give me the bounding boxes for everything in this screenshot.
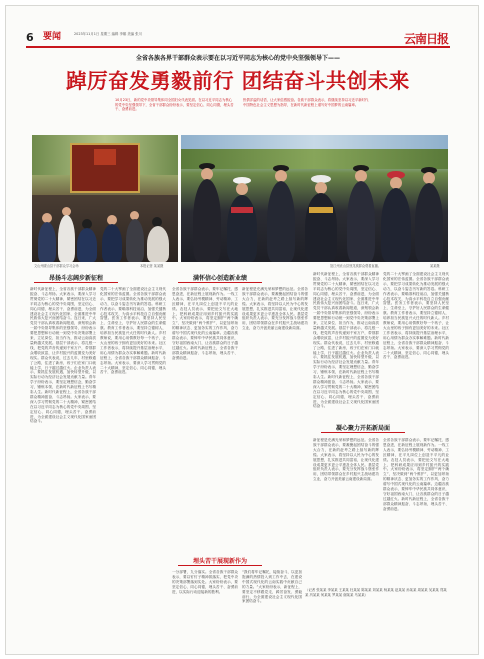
section-rule-3 bbox=[321, 432, 405, 433]
photo1-credit: 本报记者 某某摄 bbox=[140, 264, 164, 268]
body-column-6: 党的二十大擘画了全面建设社会主义现代化国家的宏伟蓝图。全省各族干部群众表示，要把学习成果转化为推动发展的强大动力，以奋斗姿态书写新的答卷。科研工作者表示，要瞄准科技前沿，加强关键核心技术攻关，为高水平科技自立自强贡献智慧。医务工作者表示，要坚持人民至上、生命至上，守护好人民群众的生命健康。教育工作者表示，要坚持立德树人，培养担当民族复兴大任的时代新人。乡村教师说，要用心用情教好每一个孩子，让大山里的孩子拥有更加美好的未来。社区工作者表示，将持续提升基层治理水平，用心用情为群众办实事解难题。新时代新征程上，全省各族干部群众精神振奋、斗志昂扬。大家表示，要深入学习贯彻党的二十大精神，坚定信心、同心同德，埋头苦干、奋勇前进。 bbox=[383, 272, 449, 360]
body-column-8: 全省各族干部群众表示，要牢记嘱托、感恩奋进，在新征程上展现新作为。一线工人表示，要弘扬劳模精神、劳动精神、工匠精神，在平凡岗位上创造不平凡的业绩。农技人员表示，要把论文写在大地上，把科研成果应用到乡村振兴的实践中。大家纷纷表示，将坚定拥护“两个确立”，坚决做到“两个维护”，以更加昂扬的精神状态、更加务实的工作作风，奋力谱写中国式现代化的云南篇章。边疆各族群众表示，要铸牢中华民族共同体意识，守好祖国西南大门，让各族群众的日子越过越红火。新时代新征程上，全省各族干部群众精神振奋、斗志昂扬，埋头苦干、奋勇前进。 bbox=[383, 438, 449, 511]
photo2-caption: 怒江州贡山县独龙族群众观看直播。 bbox=[330, 264, 381, 268]
body-column-5: 新时代新征程上，全省各族干部群众精神振奋、斗志昂扬。大家表示，要深入学习贯彻党的二十大精神，紧密团结在以习近平同志为核心的党中央周围，坚定信心、同心同德，埋头苦干、奋勇前进，为全面建设社会主义现代化国家、全面推进中华民族伟大复兴而团结奋斗。连日来，广大党员干部认真收看新闻报道，深刻领会新一届中央领导集体的坚强领导，纷纷表示要把思想和行动统一到党中央决策部署上来，立足岗位、担当作为，推动云南高质量跨越式发展。基层干部表示，将扎根一线，把党的声音传递到千家万户，带领群众增收致富，让乡村振兴的蓝图变为美好现实。群众代表说，过去几年，村里修通了公路，住进了新房，孩子们在家门口就能上学，日子越过越红火。企业负责人表示，要抓住发展机遇，加快转型升级，以实际行动为经济社会发展贡献力量。青年学子纷纷表示，要坚定理想信念，勤奋学习，锤炼本领，在新时代新征程上书写精彩人生。新时代新征程上，全省各族干部群众精神振奋、斗志昂扬。大家表示，要深入学习贯彻党的二十大精神，紧密团结在以习近平同志为核心的党中央周围，坚定信心、同心同德，埋头苦干、奋勇前进，为全面建设社会主义现代化国家而团结奋斗。 bbox=[313, 272, 379, 409]
lede-left: 10月23日，新的党中央领导集体同全国妇女代表见面。在以习近平同志为核心的党中央坚强领导下，全省干部群众纷纷表示，要坚定信心、同心同德，埋头苦干、奋勇前进。 bbox=[115, 98, 234, 112]
body-column-4: 新征程是充满光荣和梦想的远征。全省各族干部群众表示，要凝聚起团结奋斗的强大合力，在新的赶考之路上续写新的辉煌。大家表示，将坚持以人民为中心的发展思想，扎实推进共同富裕，让现代化建设成果更多更公平惠及全体人民。基层党组织负责人表示，要充分发挥战斗堡垒作用，团结带领群众在乡村振兴主战场建功立业，奋力开创美丽云南建设新局面。 bbox=[242, 287, 308, 331]
section-heading-4: 埋头苦干展现新作为 bbox=[192, 558, 247, 565]
body-column-10: “我们将牢记嘱托，接续奋斗，以更加饱满的热情投入到工作中去，在建设中国式现代化的云南实践中贡献自己的力量。”大家纷纷表示，新征程上，要坚定不移跟党走，踔厉奋发、勇毅前行，为全面建设社会主义现代化国家团结奋斗。 bbox=[242, 570, 302, 604]
section-rule-1 bbox=[34, 282, 118, 283]
headline: 踔厉奋发勇毅前行 团结奋斗共创未来 bbox=[66, 69, 410, 93]
body-column-7: 新征程是充满光荣和梦想的远征。全省各族干部群众表示，要凝聚起团结奋斗的强大合力，在新的赶考之路上续写新的辉煌。大家表示，将坚持以人民为中心的发展思想，扎实推进共同富裕，让现代化建设成果更多更公平惠及全体人民。基层党组织负责人表示，要充分发挥战斗堡垒作用，团结带领群众在乡村振兴主战场建功立业，奋力开创美丽云南建设新局面。 bbox=[313, 438, 379, 482]
photo-villagers bbox=[181, 135, 448, 262]
date-line: 2023年11月1日 星期三 编辑 李娜 美编 张川 bbox=[74, 32, 142, 36]
photo2-credit: 某某摄 bbox=[430, 264, 440, 268]
section-heading-2: 满怀信心创造新业绩 bbox=[192, 275, 247, 282]
photo1-caption: 文山州砚山县干部群众学习会场 bbox=[34, 264, 79, 268]
body-column-3: 全省各族干部群众表示，要牢记嘱托、感恩奋进，在新征程上展现新作为。一线工人表示，要弘扬劳模精神、劳动精神、工匠精神，在平凡岗位上创造不平凡的业绩。农技人员表示，要把论文写在大地上，把科研成果应用到乡村振兴的实践中。大家纷纷表示，将坚定拥护“两个确立”，坚决做到“两个维护”，以更加昂扬的精神状态、更加务实的工作作风，奋力谱写中国式现代化的云南篇章。边疆各族群众表示，要铸牢中华民族共同体意识，守好祖国西南大门，让各族群众的日子越过越红火。新时代新征程上，全省各族干部群众精神振奋、斗志昂扬，埋头苦干、奋勇前进。 bbox=[172, 287, 238, 360]
section-rule-4 bbox=[178, 565, 262, 566]
body-column-9: 一分部署，九分落实。全省各族干部群众表示，要以钉钉子精神抓落实，把党中央的决策部署落到实处。大家纷纷表示，要坚定信心、同心同德，埋头苦干、奋勇前进，以实际行动迎接新的胜利。 bbox=[172, 570, 238, 594]
section-heading-3: 凝心聚力开拓新局面 bbox=[335, 425, 390, 432]
lede-right: 热情洋溢的话语，让大家倍感振奋。各族干部群众表示，将继续坚持以习近平新时代中国特色社会主义思想为指导，在新时代新征程上谱写好中国梦的云南篇章。 bbox=[243, 98, 369, 107]
photo-meeting-room bbox=[32, 135, 178, 262]
header-rule bbox=[26, 46, 450, 48]
reporter-credits: （记者 张某某 李某某 王某某 杜某某 陈某某 刘某某 杨某某 赵某某 孙某某 周某某 吴某某 郑某某 冯某某 何某某 罗某某 谢某某 马某某） bbox=[305, 588, 447, 597]
newspaper-logo: 云南日报 bbox=[403, 32, 448, 46]
section-tag: 要闻 bbox=[43, 32, 62, 42]
section-rule-2 bbox=[178, 282, 262, 283]
body-column-2: 党的二十大擘画了全面建设社会主义现代化国家的宏伟蓝图。全省各族干部群众表示，要把学习成果转化为推动发展的强大动力，以奋斗姿态书写新的答卷。科研工作者表示，要瞄准科技前沿，加强关键核心技术攻关，为高水平科技自立自强贡献智慧。医务工作者表示，要坚持人民至上、生命至上，守护好人民群众的生命健康。教育工作者表示，要坚持立德树人，培养担当民族复兴大任的时代新人。乡村教师说，要用心用情教好每一个孩子，让大山里的孩子拥有更加美好的未来。社区工作者表示，将持续提升基层治理水平，用心用情为群众办实事解难题。新时代新征程上，全省各族干部群众精神振奋、斗志昂扬。大家表示，要深入学习贯彻党的二十大精神，坚定信心、同心同德，埋头苦干、奋勇前进。 bbox=[100, 287, 166, 375]
kicker-line: 全省各族各界干部群众表示要在以习近平同志为核心的党中央坚强领导下—— bbox=[135, 55, 340, 62]
section-heading-1: 昂扬斗志阔步新征程 bbox=[48, 275, 103, 282]
page-number: 6 bbox=[26, 31, 34, 44]
masthead bbox=[26, 31, 450, 45]
body-column-1: 新时代新征程上，全省各族干部群众精神振奋、斗志昂扬。大家表示，要深入学习贯彻党的二十大精神，紧密团结在以习近平同志为核心的党中央周围，坚定信心、同心同德，埋头苦干、奋勇前进，为全面建设社会主义现代化国家、全面推进中华民族伟大复兴而团结奋斗。连日来，广大党员干部认真收看新闻报道，深刻领会新一届中央领导集体的坚强领导，纷纷表示要把思想和行动统一到党中央决策部署上来，立足岗位、担当作为，推动云南高质量跨越式发展。基层干部表示，将扎根一线，把党的声音传递到千家万户，带领群众增收致富，让乡村振兴的蓝图变为美好现实。群众代表说，过去几年，村里修通了公路，住进了新房，孩子们在家门口就能上学，日子越过越红火。企业负责人表示，要抓住发展机遇，加快转型升级，以实际行动为经济社会发展贡献力量。青年学子纷纷表示，要坚定理想信念，勤奋学习，锤炼本领，在新时代新征程上书写精彩人生。新时代新征程上，全省各族干部群众精神振奋、斗志昂扬。大家表示，要深入学习贯彻党的二十大精神，紧密团结在以习近平同志为核心的党中央周围，坚定信心、同心同德，埋头苦干、奋勇前进，为全面建设社会主义现代化国家而团结奋斗。 bbox=[30, 287, 96, 424]
